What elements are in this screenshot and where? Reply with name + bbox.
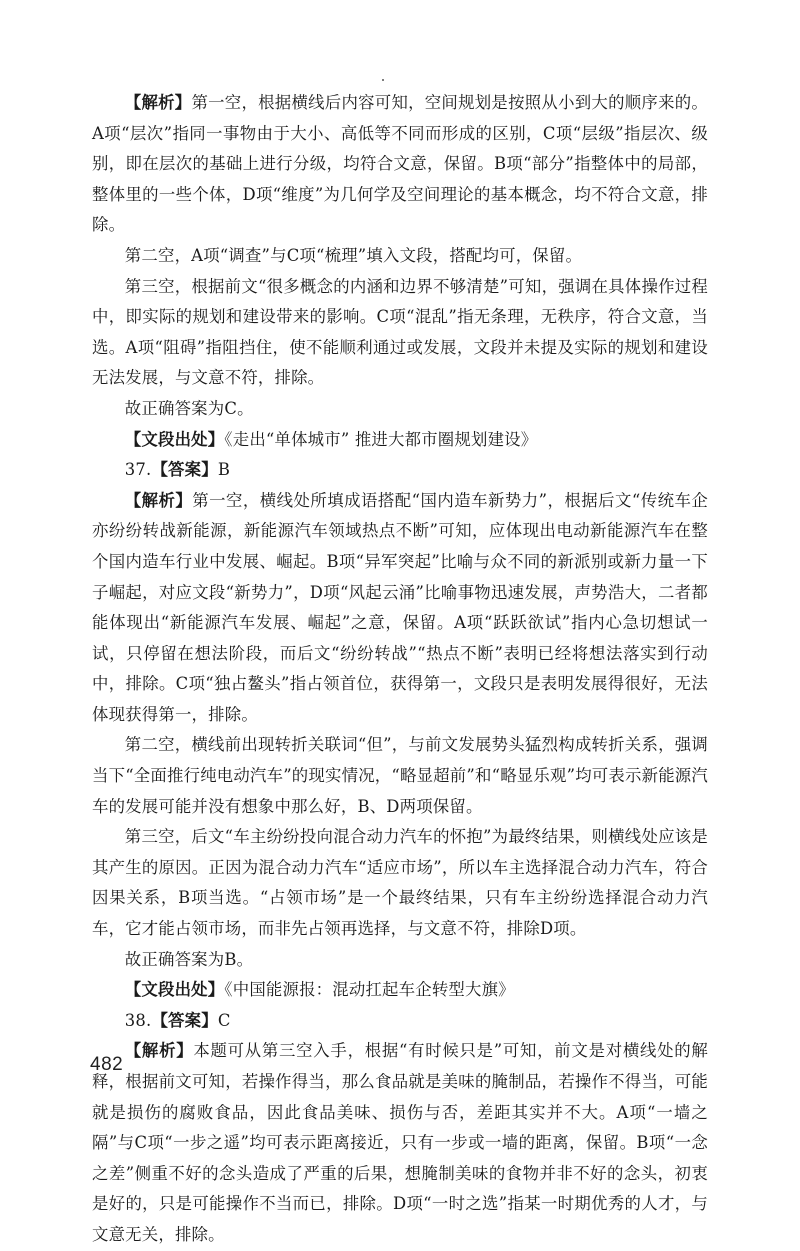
q37-analysis-paragraph bbox=[92, 486, 708, 731]
q37-answer-line: 故正确答案为B。 bbox=[124, 949, 254, 969]
analysis-label: 【解析】 bbox=[124, 1041, 194, 1061]
q37-third-blank-paragraph: 第三空，后文“车主纷纷投向混合动力汽车的怀抱”为最终结果，则横线处应该是其产生的原因。正因为混合动力汽车“适应市场”，所以车主选择混合动力汽车，符合因果关系，B项当选。“占领市场”是一个最终结果，只有车主纷纷选择混合动力汽车，它才能占领市场，而非先占领再选择，与文意不符，排除D项。 bbox=[92, 827, 708, 939]
answer-label: 【答案】 bbox=[151, 460, 218, 480]
q37-second-blank-paragraph: 第二空，横线前出现转折关联词“但”，与前文发展势头猛烈构成转折关系，强调当下“全面推行纯电动汽车”的现实情况，“略显超前”和“略显乐观”均可表示新能源汽车的发展可能并没有想象中那么好，B、D两项保留。 bbox=[92, 735, 708, 816]
q37-analysis-text: 第一空，横线处所填成语搭配“国内造车新势力”，根据后文“传统车企亦纷纷转战新能源，新能源汽车领域热点不断”可知，应体现出电动新能源汽车在整个国内造车行业中发展、崛起。B项“异军突起”比喻与众不同的新派别或新力量一下子崛起，对应文段“新势力”，D项“风起云涌”比喻事物迅速发展，声势浩大，二者都能体现出“新能源汽车发展、崛起”之意，保留。A项“跃跃欲试”指内心急切想试一试，只停留在想法阶段，而后文“纷纷转战”“热点不断”表明已经将想法落实到行动中，排除。C项“独占鳌头”指占领首位，获得第一，文段只是表明发展得很好，无法体现获得第一，排除。 bbox=[92, 490, 708, 724]
q38-number: 38. bbox=[124, 1010, 152, 1030]
q36-answer-line: 故正确答案为C。 bbox=[124, 398, 254, 418]
source-label: 【文段出处】 bbox=[124, 429, 225, 449]
q36-source-line bbox=[92, 425, 708, 456]
analysis-label: 【解析】 bbox=[124, 490, 193, 510]
page-content bbox=[92, 88, 708, 1251]
q37-source-text: 《中国能源报：混动扛起车企转型大旗》 bbox=[224, 980, 515, 1000]
source-label: 【文段出处】 bbox=[124, 980, 225, 1000]
q36-analysis-paragraph bbox=[92, 88, 708, 241]
q36-source-text: 《走出“单体城市” 推进大都市圈规划建设》 bbox=[224, 429, 538, 449]
q38-answer-value: C bbox=[217, 1010, 231, 1030]
page-number: 482 bbox=[90, 1054, 124, 1075]
q36-second-blank-paragraph: 第二空，A项“调查”与C项“梳理”填入文段，搭配均可，保留。 bbox=[124, 245, 583, 265]
q37-source-line bbox=[92, 975, 708, 1006]
q38-analysis-text: 本题可从第三空入手，根据“有时候只是”可知，前文是对横线处的解释，根据前文可知，若操作得当，那么食品就是美味的腌制品，若操作不得当，可能就是损伤的腐败食品，因此食品美味、损伤与否，差距其实并不大。A项“一墙之隔”与C项“一步之遥”均可表示距离接近，只有一步或一墙的距离，保留。B项“一念之差”侧重不好的念头造成了严重的后果，想腌制美味的食物并非不好的念头，初衷是好的，只是可能操作不当而已，排除。D项“一时之选”指某一时期优秀的人才，与文意无关，排除。 bbox=[92, 1041, 708, 1244]
analysis-label: 【解析】 bbox=[124, 93, 192, 112]
q37-number: 37. bbox=[124, 460, 152, 480]
q37-answer-heading bbox=[92, 455, 708, 486]
q38-answer-heading bbox=[92, 1006, 708, 1037]
answer-label: 【答案】 bbox=[151, 1010, 218, 1030]
q38-analysis-paragraph bbox=[92, 1036, 708, 1250]
q36-third-blank-paragraph: 第三空，根据前文“很多概念的内涵和边界不够清楚”可知，强调在具体操作过程中，即实际的规划和建设带来的影响。C项“混乱”指无条理，无秩序，符合文意，当选。A项“阻碍”指阻挡住，使不能顺利通过或发展，文段并未提及实际的规划和建设无法发展，与文意不符，排除。 bbox=[92, 276, 708, 388]
q37-answer-value: B bbox=[217, 460, 231, 480]
q36-analysis-text: 第一空，根据横线后内容可知，空间规划是按照从小到大的顺序来的。A项“层次”指同一事物由于大小、高低等不同而形成的区别，C项“层级”指层次、级别，即在层次的基础上进行分级，均符合文意，保留。B项“部分”指整体中的局部，整体里的一些个体，D项“维度”为几何学及空间理论的基本概念，均不符合文意，排除。 bbox=[92, 93, 708, 235]
scan-dot bbox=[382, 79, 384, 81]
